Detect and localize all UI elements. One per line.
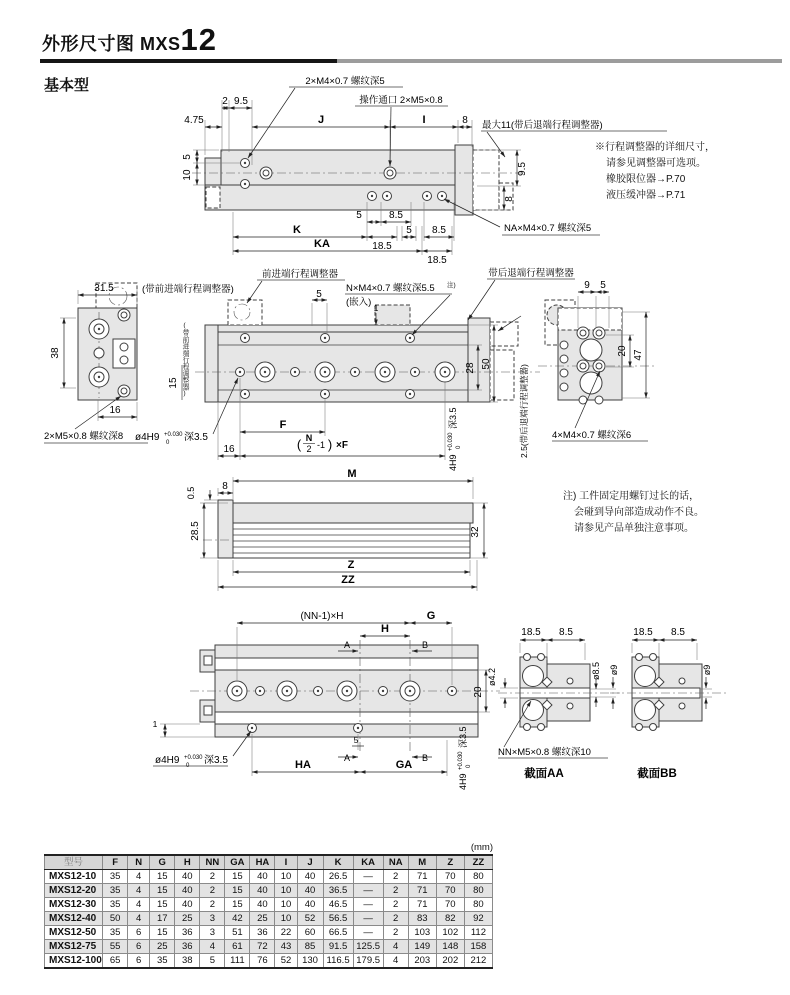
col-header: HA: [250, 855, 275, 870]
value-cell: 149: [408, 940, 436, 954]
dim-label: 28: [465, 362, 476, 374]
dim-label: 8.5: [671, 627, 685, 638]
value-cell: 6: [128, 926, 150, 940]
svg-text:+0.030: +0.030: [448, 432, 454, 451]
col-header: N: [128, 855, 150, 870]
hole-tol-top: +0.030: [164, 432, 183, 438]
hole-spec: ø4H9: [155, 755, 180, 766]
value-cell: 2: [383, 898, 408, 912]
dim-label: 18.5: [633, 627, 653, 638]
table-row: [45, 912, 493, 926]
value-cell: 36: [250, 926, 275, 940]
value-cell: 40: [297, 870, 323, 884]
dim-label: ø9: [702, 664, 712, 676]
dim-label: 带后退端行程调整器: [488, 268, 574, 279]
value-cell: 71: [408, 884, 436, 898]
value-cell: 85: [297, 940, 323, 954]
value-cell: 83: [408, 912, 436, 926]
dim-label: Z: [347, 559, 355, 571]
dim-label: 1: [373, 303, 379, 313]
value-cell: 40: [250, 898, 275, 912]
value-cell: —: [353, 912, 383, 926]
value-cell: 10: [275, 870, 297, 884]
dim-label: B: [421, 753, 429, 763]
value-cell: 82: [436, 912, 464, 926]
dim-label: 2×M4×0.7 螺纹深5: [305, 76, 385, 87]
drawing-bottom-view: [153, 610, 500, 790]
value-cell: 60: [297, 926, 323, 940]
value-cell: —: [353, 926, 383, 940]
value-cell: 35: [103, 898, 128, 912]
page-title: 外形尺寸图 MXS: [42, 34, 181, 54]
dim-label: I: [422, 114, 426, 126]
value-cell: 76: [250, 954, 275, 969]
value-cell: 56.5: [323, 912, 353, 926]
note-line: ※行程调整器的详细尺寸，: [595, 142, 715, 153]
section-aa: [487, 627, 620, 780]
dim-label: 4×M4×0.7 螺纹深6: [552, 430, 632, 441]
value-cell: 103: [408, 926, 436, 940]
dim-label: (NN-1)×H: [300, 611, 344, 622]
dim-label: 38: [50, 347, 61, 359]
dim-label: K: [293, 224, 301, 236]
dim-label: 20: [473, 686, 484, 698]
dim-label: 8: [504, 196, 515, 202]
value-cell: 4: [128, 912, 150, 926]
svg-text:0: 0: [466, 764, 472, 768]
note-line: 注) 工件固定用螺钉过长的话，: [563, 491, 700, 502]
value-cell: 6: [128, 940, 150, 954]
value-cell: 51: [225, 926, 250, 940]
dim-label: 2.5(带后退端行程调整器): [519, 364, 529, 458]
table-row: [45, 884, 493, 898]
dim-label: G: [426, 610, 436, 622]
formula-n: N: [305, 433, 313, 443]
value-cell: 71: [408, 870, 436, 884]
model-cell: MXS12-75: [45, 940, 103, 954]
table-row: [45, 954, 493, 969]
value-cell: 158: [464, 940, 492, 954]
value-cell: 112: [464, 926, 492, 940]
svg-text:4H9: 4H9: [458, 773, 468, 790]
value-cell: 15: [225, 898, 250, 912]
value-cell: 4: [128, 870, 150, 884]
value-cell: 10: [275, 884, 297, 898]
hole-tol-top: +0.030: [184, 755, 203, 761]
value-cell: 6: [128, 954, 150, 969]
dim-label: 2×M5×0.8 螺纹深8: [44, 431, 124, 442]
value-cell: 55: [103, 940, 128, 954]
col-header: ZZ: [464, 855, 492, 870]
formula-paren: (: [296, 437, 302, 452]
note-line: 请参见调整器可选项。: [606, 158, 706, 169]
formula-m1: -1: [316, 440, 326, 450]
value-cell: 4: [383, 954, 408, 969]
col-header: F: [103, 855, 128, 870]
model-cell: MXS12-20: [45, 884, 103, 898]
dim-label: KA: [314, 238, 330, 250]
value-cell: 15: [150, 870, 175, 884]
value-cell: —: [353, 898, 383, 912]
value-cell: 130: [297, 954, 323, 969]
hole-depth: 深3.5: [204, 755, 228, 766]
value-cell: 36: [175, 940, 200, 954]
value-cell: 40: [250, 870, 275, 884]
col-header: G: [150, 855, 175, 870]
value-cell: 80: [464, 870, 492, 884]
value-cell: 35: [103, 870, 128, 884]
value-cell: 72: [250, 940, 275, 954]
value-cell: 15: [225, 884, 250, 898]
svg-text:深3.5: 深3.5: [458, 726, 468, 748]
dim-label: B: [421, 640, 429, 650]
dim-label: M: [347, 468, 357, 480]
value-cell: 92: [464, 912, 492, 926]
value-cell: 22: [275, 926, 297, 940]
dim-label: 5: [356, 210, 362, 221]
value-cell: 40: [175, 870, 200, 884]
header-row: [45, 855, 493, 870]
model-cell: MXS12-30: [45, 898, 103, 912]
dim-label: 31.5: [94, 283, 114, 294]
dim-label: (嵌入): [346, 297, 372, 308]
hole-spec: ø4H9: [135, 432, 160, 443]
dim-label: 最大11(带后退端行程调整器): [482, 120, 603, 131]
value-cell: 65: [103, 954, 128, 969]
value-cell: 3: [200, 912, 225, 926]
value-cell: 5: [200, 954, 225, 969]
value-cell: 125.5: [353, 940, 383, 954]
dim-label: 8: [462, 115, 468, 126]
vertical-label-front-adjuster: (带前进端行程调整器): [181, 322, 188, 398]
value-cell: 25: [175, 912, 200, 926]
value-cell: 36: [175, 926, 200, 940]
page-title-model: 12: [180, 22, 217, 57]
value-cell: 203: [408, 954, 436, 969]
dim-label: 8: [222, 481, 228, 492]
dim-label: HA: [295, 759, 311, 771]
value-cell: 40: [297, 898, 323, 912]
value-cell: 70: [436, 884, 464, 898]
value-cell: 25: [250, 912, 275, 926]
dimension-table-block: [44, 842, 493, 969]
dim-label: 操作通口 2×M5×0.8: [359, 95, 443, 106]
dim-label: NN×M5×0.8 螺纹深10: [498, 747, 591, 758]
dim-label: 2: [222, 96, 228, 107]
value-cell: 52: [297, 912, 323, 926]
dim-label: (带前进端行程调整器): [142, 284, 234, 295]
drawing-side-view: [186, 468, 488, 591]
col-header: M: [408, 855, 436, 870]
value-cell: 15: [150, 926, 175, 940]
subtitle-basic-type: 基本型: [44, 77, 90, 94]
note-line: 橡胶限位器→P.70: [606, 174, 686, 185]
dim-label: A: [343, 640, 351, 650]
value-cell: 40: [175, 898, 200, 912]
value-cell: 70: [436, 898, 464, 912]
note-line: 请参见产品单独注意事项。: [574, 523, 694, 534]
value-cell: 35: [103, 884, 128, 898]
dim-label: 4.75: [184, 115, 204, 126]
value-cell: 80: [464, 898, 492, 912]
value-cell: 46.5: [323, 898, 353, 912]
note-line: 液压缓冲器→P.71: [606, 190, 686, 201]
value-cell: 2: [383, 926, 408, 940]
dim-label: 32: [470, 526, 481, 538]
value-cell: 2: [200, 870, 225, 884]
value-cell: 80: [464, 884, 492, 898]
dim-label: 9.5: [517, 162, 528, 176]
value-cell: 25: [150, 940, 175, 954]
section-bb: [610, 627, 728, 780]
section-bb-label: 截面BB: [637, 768, 677, 780]
col-header: I: [275, 855, 297, 870]
hole-spec-vertical: [448, 407, 462, 471]
col-header: Z: [436, 855, 464, 870]
value-cell: 202: [436, 954, 464, 969]
dim-label: 18.5: [427, 255, 447, 266]
dim-label: ø8.5: [591, 661, 601, 681]
value-cell: 42: [225, 912, 250, 926]
unit-label: (mm): [470, 842, 493, 853]
formula-paren: ): [327, 437, 333, 452]
note-workpiece: [563, 489, 704, 537]
value-cell: 2: [383, 884, 408, 898]
dim-label: 1: [152, 719, 158, 729]
value-cell: —: [353, 870, 383, 884]
value-cell: 2: [200, 884, 225, 898]
dim-label: N×M4×0.7 螺纹深5.5: [346, 283, 435, 294]
dim-label: NA×M4×0.7 螺纹深5: [504, 223, 592, 234]
value-cell: 70: [436, 870, 464, 884]
value-cell: 66.5: [323, 926, 353, 940]
value-cell: 148: [436, 940, 464, 954]
svg-text:+0.030: +0.030: [458, 751, 464, 770]
value-cell: 4: [200, 940, 225, 954]
model-cell: MXS12-50: [45, 926, 103, 940]
value-cell: 17: [150, 912, 175, 926]
dim-label: 5: [600, 280, 606, 291]
value-cell: 52: [275, 954, 297, 969]
model-cell: MXS12-10: [45, 870, 103, 884]
dimension-table: [44, 854, 493, 969]
value-cell: 212: [464, 954, 492, 969]
value-cell: 4: [128, 898, 150, 912]
value-cell: 40: [250, 884, 275, 898]
dim-label: 16: [223, 444, 235, 455]
value-cell: 40: [297, 884, 323, 898]
table-body: [45, 870, 493, 969]
value-cell: 61: [225, 940, 250, 954]
value-cell: 2: [383, 870, 408, 884]
hole-depth: 深3.5: [184, 432, 208, 443]
dim-label: 28.5: [190, 521, 201, 541]
hole-tol-bot: 0: [166, 440, 170, 446]
dim-label: ø9: [609, 664, 619, 676]
col-header: J: [297, 855, 323, 870]
col-header: NN: [200, 855, 225, 870]
dim-label: 0.5: [186, 486, 196, 500]
formula-d: 2: [306, 444, 312, 454]
dim-label: 16: [109, 405, 121, 416]
dim-label: ø4.2: [487, 667, 497, 687]
dim-label: 9.5: [234, 96, 248, 107]
hole-tol-bot: 0: [186, 763, 190, 769]
dim-label: 8.5: [559, 627, 573, 638]
dim-label: F: [279, 419, 287, 431]
dim-label: 5: [353, 735, 359, 745]
value-cell: 35: [103, 926, 128, 940]
table-row: [45, 898, 493, 912]
dim-label: 50: [481, 358, 492, 370]
dim-label: 注): [447, 282, 456, 289]
dim-label: 5: [182, 154, 193, 160]
table-row: [45, 870, 493, 884]
value-cell: 15: [150, 884, 175, 898]
value-cell: 2: [200, 898, 225, 912]
dim-label: A: [343, 753, 351, 763]
value-cell: 116.5: [323, 954, 353, 969]
value-cell: 35: [150, 954, 175, 969]
dim-label: 20: [617, 345, 628, 357]
value-cell: 43: [275, 940, 297, 954]
svg-text:4H9: 4H9: [448, 454, 458, 471]
col-header: KA: [353, 855, 383, 870]
dim-label: 18.5: [521, 627, 541, 638]
dim-label: 10: [182, 169, 193, 181]
formula-xf: ×F: [336, 440, 348, 451]
dim-label: 5: [316, 289, 322, 300]
table-row: [45, 940, 493, 954]
value-cell: 102: [436, 926, 464, 940]
dim-label: 9: [584, 280, 590, 291]
value-cell: 4: [383, 940, 408, 954]
value-cell: 50: [103, 912, 128, 926]
dim-label: 8.5: [432, 225, 446, 236]
section-aa-label: 截面AA: [524, 768, 564, 780]
svg-text:0: 0: [456, 445, 462, 449]
dim-label: 15: [168, 377, 179, 389]
value-cell: 40: [175, 884, 200, 898]
value-cell: 26.5: [323, 870, 353, 884]
model-cell: MXS12-40: [45, 912, 103, 926]
dim-label: 5: [406, 225, 412, 236]
col-header: NA: [383, 855, 408, 870]
dim-label: 前进端行程调整器: [261, 269, 339, 280]
note-stroke-adjuster: [595, 140, 715, 204]
table-row: [45, 926, 493, 940]
dim-label: 18.5: [372, 241, 392, 252]
value-cell: 10: [275, 912, 297, 926]
dim-label: 47: [633, 349, 644, 361]
col-header: GA: [225, 855, 250, 870]
dim-label: H: [381, 623, 389, 635]
dim-label: J: [317, 114, 325, 126]
model-cell: MXS12-100: [45, 954, 103, 969]
svg-text:深3.5: 深3.5: [448, 407, 458, 429]
value-cell: —: [353, 884, 383, 898]
col-header-model: 型号: [45, 855, 103, 870]
value-cell: 15: [150, 898, 175, 912]
col-header: K: [323, 855, 353, 870]
value-cell: 179.5: [353, 954, 383, 969]
table-head: [45, 855, 493, 870]
value-cell: 10: [275, 898, 297, 912]
value-cell: 3: [200, 926, 225, 940]
value-cell: 36.5: [323, 884, 353, 898]
value-cell: 38: [175, 954, 200, 969]
dim-label: GA: [395, 759, 413, 771]
note-line: 会碰到导向部造成动作不良。: [574, 507, 704, 518]
drawing-front-view: [44, 267, 655, 471]
value-cell: 71: [408, 898, 436, 912]
col-header: H: [175, 855, 200, 870]
value-cell: 91.5: [323, 940, 353, 954]
value-cell: 4: [128, 884, 150, 898]
dim-label: 8.5: [389, 210, 403, 221]
dim-label: ZZ: [341, 574, 355, 586]
value-cell: 2: [383, 912, 408, 926]
value-cell: 111: [225, 954, 250, 969]
value-cell: 15: [225, 870, 250, 884]
